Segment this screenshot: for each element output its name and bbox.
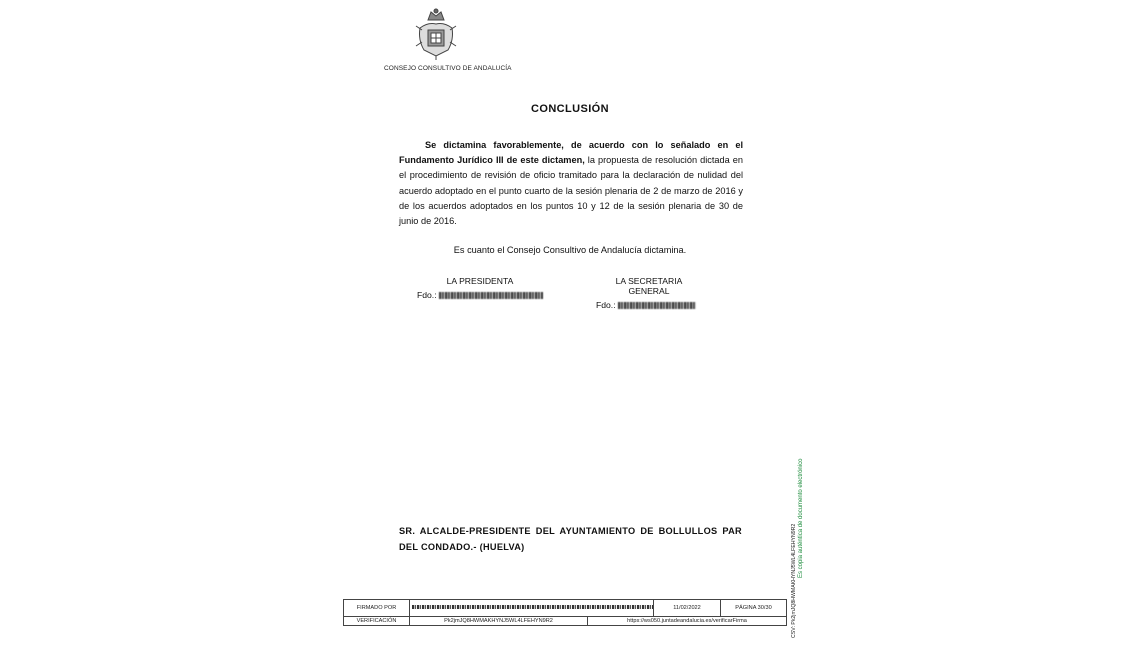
- redacted-name: [439, 292, 543, 299]
- organization-name: CONSEJO CONSULTIVO DE ANDALUCÍA: [384, 65, 512, 72]
- paragraph-bold-text: Se dictamina favorablemente, de acuerdo con lo señalado en el Fundamento Jurídico III de este dictamen,: [399, 140, 743, 166]
- table-row: [344, 617, 787, 626]
- addressee: SR. ALCALDE-PRESIDENTE DEL AYUNTAMIENTO DE BOLLULLOS PAR DEL CONDADO.- (HUELVA): [399, 526, 742, 552]
- section-title: CONCLUSIÓN: [531, 103, 609, 115]
- signature-name: Fdo.:: [596, 300, 702, 310]
- paragraph-text: la propuesta de resolución dictada en el procedimiento de revisión de oficio tramitado para la declaración de nulidad del acuerdo adoptado en el punto cuarto de la sesión plenaria de 2 de marzo de 2016 y de los acuerdos adoptados en los puntos 10 y 12 de la sesión plenaria de 30 de junio de 2016.: [399, 155, 743, 227]
- signature-date: 11/02/2022: [654, 600, 721, 617]
- signature-president: [417, 276, 543, 300]
- verification-url[interactable]: https://ws050.juntadeandalucia.es/verificarFirma: [588, 617, 787, 626]
- authentic-copy-note: Es copia auténtica de documento electrónico: [798, 458, 804, 578]
- signers-redacted: [410, 600, 654, 617]
- signature-footer-table: [343, 599, 787, 626]
- verificacion-label: VERIFICACIÓN: [344, 617, 410, 626]
- andalucia-crest-icon: [414, 6, 458, 60]
- signature-role: LA PRESIDENTA: [446, 276, 514, 286]
- csv-code: CSV: Pk2jmJQ8HWMAKHYNJ5WL4LFEHYN9R2: [791, 523, 797, 638]
- closing-statement: Es cuanto el Consejo Consultivo de Andalucía dictamina.: [453, 245, 687, 255]
- signature-role: LA SECRETARIA GENERAL: [615, 276, 683, 296]
- verification-code: Pk2jmJQ8HWMAKHYNJ5WL4LFEHYN9R2: [410, 617, 588, 626]
- signature-name: Fdo.:: [417, 290, 543, 300]
- redacted-name: [618, 302, 696, 309]
- signature-secretary: [596, 276, 702, 310]
- table-row: [344, 600, 787, 617]
- firmado-label: FIRMADO POR: [344, 600, 410, 617]
- page-number: PÁGINA 30/30: [721, 600, 787, 617]
- conclusion-paragraph: [399, 138, 743, 229]
